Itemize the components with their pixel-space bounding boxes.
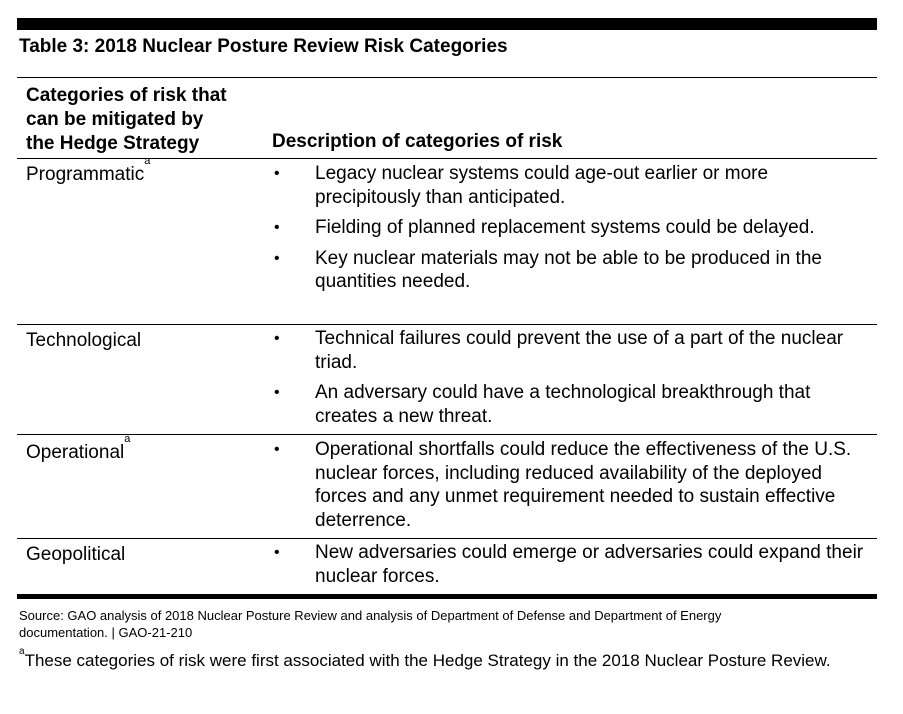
footnote-text: These categories of risk were first associated with the Hedge Strategy in the 2018 Nuclear Posture Review. [24,651,831,670]
row-bullets-geopolitical [270,541,870,595]
bullet-item: • New adversaries could emerge or adversaries could expand their nuclear forces. [270,541,870,588]
row-category-programmatic [26,155,151,187]
column-header-categories-line: can be mitigated by [26,109,204,130]
source-line: Source: GAO analysis of 2018 Nuclear Posture Review and analysis of Department of Defense and Department of Energy [19,608,722,623]
row-divider [17,434,877,435]
bullet-item: • Operational shortfalls could reduce the effectiveness of the U.S. nuclear forces, including reduced availability of the deployed forces and any unmet requirement needed to sustain effective deterrence. [270,438,870,532]
row-category-technological [26,329,141,353]
source-line: documentation. | GAO-21-210 [19,625,193,640]
column-header-description: Description of categories of risk [272,131,563,152]
bullet-item: • Fielding of planned replacement systems could be delayed. [270,216,870,240]
table-bottom-bar [17,594,877,599]
table-top-bar [17,18,877,30]
category-label: Technological [26,330,142,351]
table-title: Table 3: 2018 Nuclear Posture Review Risk Categories [19,36,508,57]
row-category-operational [26,433,131,465]
footnote-marker: a [144,155,151,167]
column-header-categories-line: Categories of risk that [26,85,227,106]
column-header-categories [26,84,227,156]
footnote-marker: a [124,433,131,445]
row-divider [17,324,877,325]
bullet-item: • Legacy nuclear systems could age-out earlier or more precipitously than anticipated. [270,162,870,209]
footnote-marker: a [19,646,25,657]
category-label: Geopolitical [26,544,126,565]
row-bullets-operational [270,438,870,539]
source-note [19,607,879,641]
row-bullets-programmatic [270,162,870,301]
category-label: Programmatic [26,164,145,185]
column-header-categories-line: the Hedge Strategy [26,133,200,154]
row-bullets-technological [270,327,870,435]
category-label: Operational [26,442,125,463]
footnote [19,646,879,672]
row-category-geopolitical [26,543,125,567]
bullet-item: • Key nuclear materials may not be able to be produced in the quantities needed. [270,247,870,294]
header-divider-top [17,77,877,78]
bullet-item: • Technical failures could prevent the use of a part of the nuclear triad. [270,327,870,374]
row-divider [17,538,877,539]
bullet-item: • An adversary could have a technological breakthrough that creates a new threat. [270,381,870,428]
